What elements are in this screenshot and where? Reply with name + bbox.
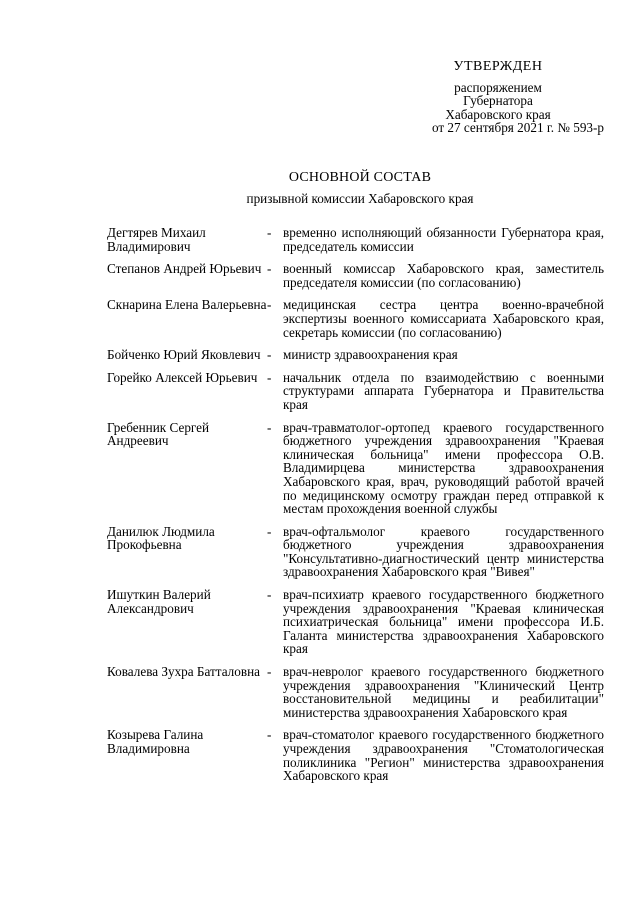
- approval-line-authority: Губернатора: [463, 93, 533, 109]
- approval-line-region: Хабаровского края: [445, 106, 551, 122]
- document-subtitle: призывной комиссии Хабаровского края: [246, 190, 474, 206]
- document-heading: [100, 171, 620, 205]
- member-position: военный комиссар Хабаровского края, заместитель председателя комиссии (по согласованию): [283, 261, 604, 290]
- member-dash: -: [267, 587, 272, 603]
- member-entry: [107, 262, 604, 289]
- member-entry: [107, 298, 604, 339]
- member-entry: [107, 226, 604, 253]
- document-title: ОСНОВНОЙ СОСТАВ: [288, 170, 432, 185]
- member-dash: -: [267, 225, 272, 240]
- member-dash: -: [267, 347, 272, 363]
- member-name: Бойченко Юрий Яковлевич: [107, 347, 261, 363]
- member-position: врач-стоматолог краевого государственного бюджетного учреждения здравоохранения "Стоматологическая поликлиника "Регион" министерства здравоохранения Хабаровского края: [283, 727, 604, 784]
- member-position: медицинская сестра центра военно-врачебной экспертизы военного комиссариата Хабаровского края, секретарь комиссии (по согласованию): [283, 297, 604, 340]
- member-entry: [107, 371, 604, 412]
- member-entry: [107, 348, 604, 362]
- member-name: Горейко Алексей Юрьевич: [107, 369, 258, 385]
- member-dash: -: [267, 523, 272, 539]
- member-dash: -: [267, 727, 272, 743]
- member-dash: -: [267, 261, 272, 277]
- member-entry: [107, 588, 604, 656]
- member-entry: [107, 421, 604, 516]
- member-dash: -: [267, 664, 272, 680]
- approval-order-date-number: от 27 сентября 2021 г. № 593-р: [431, 120, 604, 136]
- member-name: Скнарина Елена Валерьевна: [107, 297, 267, 313]
- member-name: Степанов Андрей Юрьевич: [107, 261, 262, 277]
- member-position: врач-психиатр краевого государственного бюджетного учреждения здравоохранения "Краевая клиническая психиатрическая больница" имени профессора И.Б. Галанта министерства здравоохранения Хабаровского края: [283, 587, 604, 657]
- member-dash: -: [267, 369, 272, 385]
- member-entry: [107, 665, 604, 719]
- member-position: начальник отдела по взаимодействию с военными структурами аппарата Губернатора и Правительства края: [283, 369, 604, 412]
- member-position: врач-невролог краевого государственного бюджетного учреждения здравоохранения "Клинический Центр восстановительной медицины и реабилитации" министерства здравоохранения Хабаровского края: [283, 664, 604, 720]
- member-name: Дегтярев Михаил Владимирович: [107, 225, 206, 254]
- member-position: врач-травматолог-ортопед краевого государственного бюджетного учреждения здравоохранения "Краевая клиническая больница" имени профессора О.В. Владимирцева министерства здравоохранения Хабаровского края, врач, руководящий работой врачей по медицинскому осмотру граждан перед отправкой к местам прохождения военной службы: [283, 419, 604, 517]
- member-position: временно исполняющий обязанности Губернатора края, председатель комиссии: [283, 225, 604, 254]
- member-dash: -: [267, 297, 272, 313]
- member-position: министр здравоохранения края: [283, 347, 458, 363]
- members-list: [107, 226, 604, 792]
- member-position: врач-офтальмолог краевого государственного бюджетного учреждения здравоохранения "Консультативно-диагностический центр министерства здравоохранения Хабаровского края "Вивея": [283, 523, 604, 580]
- member-entry: [107, 728, 604, 782]
- member-name: Козырева Галина Владимировна: [107, 727, 204, 756]
- member-entry: [107, 525, 604, 579]
- approval-line-order-type: распоряжением: [454, 79, 542, 95]
- member-name: Гребенник Сергей Андреевич: [107, 419, 210, 449]
- approval-stamp: [392, 60, 604, 135]
- member-name: Ишуткин Валерий Александрович: [107, 587, 211, 616]
- approved-label: УТВЕРЖДЕН: [453, 59, 543, 74]
- member-name: Данилюк Людмила Прокофьевна: [107, 523, 215, 553]
- member-dash: -: [267, 419, 272, 435]
- member-name: Ковалева Зухра Батталовна: [107, 664, 260, 680]
